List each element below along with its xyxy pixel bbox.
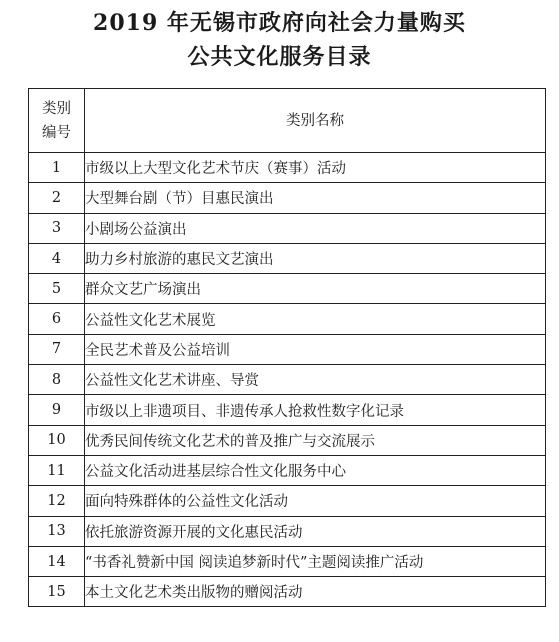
row-category-name: 本土文化艺术类出版物的赠阅活动 [85,577,546,607]
table-header-row [29,89,546,153]
row-category-name: “书香礼赞新中国 阅读追梦新时代”主题阅读推广活动 [85,546,546,576]
row-category-name: 公益性文化艺术展览 [85,304,546,334]
row-category-name: 助力乡村旅游的惠民文艺演出 [85,243,546,273]
table-row [29,546,546,576]
row-number: 9 [29,395,85,425]
row-category-name: 市级以上大型文化艺术节庆（赛事）活动 [85,153,546,183]
table-row [29,274,546,304]
row-number: 7 [29,334,85,364]
table-row [29,395,546,425]
table-row [29,365,546,395]
row-number: 8 [29,365,85,395]
row-category-name: 面向特殊群体的公益性文化活动 [85,486,546,516]
row-category-name: 群众文艺广场演出 [85,274,546,304]
header-category-name: 类别名称 [85,89,546,153]
row-number: 12 [29,486,85,516]
header-category-number [29,89,85,153]
row-number: 15 [29,577,85,607]
row-number: 4 [29,243,85,273]
row-category-name: 公益文化活动进基层综合性文化服务中心 [85,455,546,485]
row-category-name: 公益性文化艺术讲座、导赏 [85,365,546,395]
header-category-number-line-1: 类别 [42,100,71,117]
row-category-name: 全民艺术普及公益培训 [85,334,546,364]
table-row [29,183,546,213]
row-number: 14 [29,546,85,576]
row-number: 13 [29,516,85,546]
row-category-name: 小剧场公益演出 [85,213,546,243]
table-row [29,153,546,183]
document-title-line-1: 2019 年无锡市政府向社会力量购买 [93,10,466,36]
row-number: 2 [29,183,85,213]
row-number: 10 [29,425,85,455]
row-category-name: 大型舞台剧（节）目惠民演出 [85,183,546,213]
row-category-name: 市级以上非遗项目、非遗传承人抢救性数字化记录 [85,395,546,425]
row-number: 1 [29,153,85,183]
row-number: 5 [29,274,85,304]
row-category-name: 依托旅游资源开展的文化惠民活动 [85,516,546,546]
table-row [29,455,546,485]
table-row [29,516,546,546]
table-row [29,243,546,273]
table-row [29,486,546,516]
row-category-name: 优秀民间传统文化艺术的普及推广与交流展示 [85,425,546,455]
header-category-number-line-2: 编号 [42,124,71,141]
row-number: 3 [29,213,85,243]
document-title-line-2: 公共文化服务目录 [187,44,372,70]
row-number: 6 [29,304,85,334]
table-row [29,577,546,607]
table-row [29,425,546,455]
row-number: 11 [29,455,85,485]
service-catalog-table [28,88,546,607]
table-row [29,304,546,334]
table-row [29,213,546,243]
table-row [29,334,546,364]
